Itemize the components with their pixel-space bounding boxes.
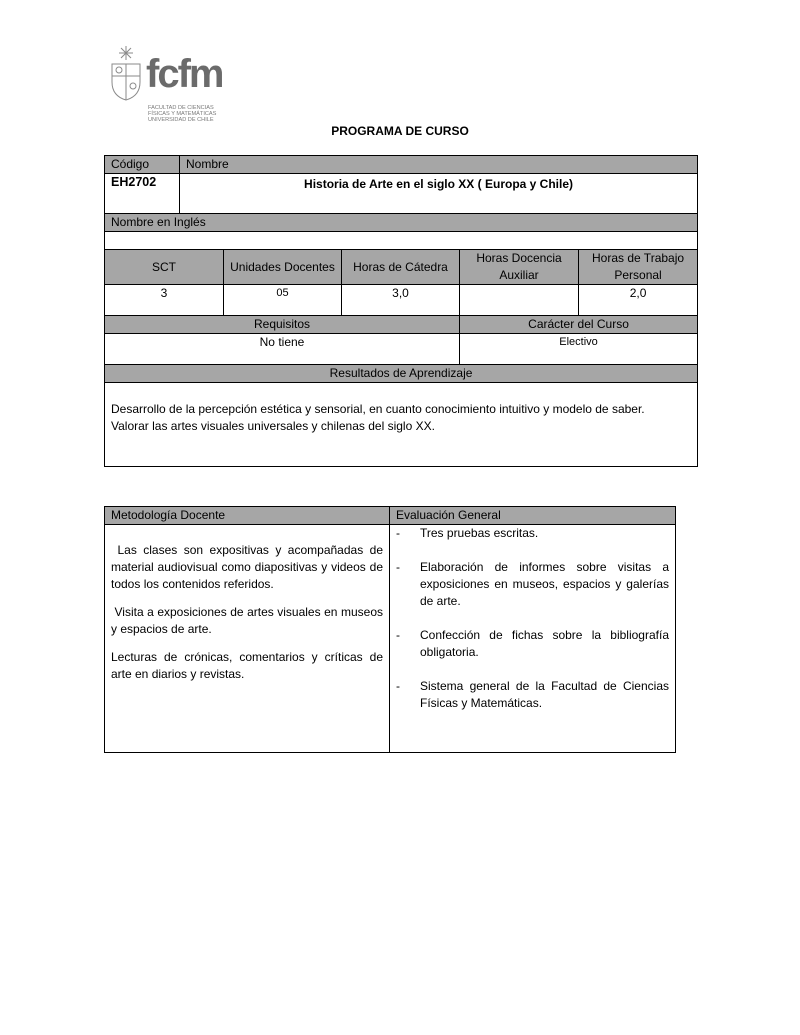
outcomes-text — [105, 383, 698, 467]
english-name-value — [105, 232, 698, 250]
character-label: Carácter del Curso — [460, 316, 698, 334]
requisites-value: No tiene — [105, 334, 460, 365]
course-info-table — [104, 155, 698, 467]
name-label: Nombre — [180, 156, 698, 174]
code-label: Código — [105, 156, 180, 174]
logo-line-2: FÍSICAS Y MATEMÁTICAS — [148, 111, 217, 117]
teaching-units-header: Unidades Docentes — [224, 250, 342, 285]
personal-work-hours-header: Horas de Trabajo Personal — [579, 250, 698, 285]
lecture-hours-value: 3,0 — [342, 285, 460, 316]
evaluation-item — [396, 559, 669, 610]
evaluation-label: Evaluación General — [390, 507, 676, 525]
university-logo — [108, 42, 233, 126]
bullet-dash: - — [396, 628, 400, 642]
evaluation-item — [396, 525, 669, 542]
course-code: EH2702 — [105, 174, 180, 214]
evaluation-item — [396, 627, 669, 661]
outcome-item: Desarrollo de la percepción estética y sensorial, en cuanto conocimiento intuitivo y modelo de saber. — [111, 402, 645, 416]
outcome-item: Valorar las artes visuales universales y chilenas del siglo XX. — [111, 419, 435, 433]
bullet-dash: - — [396, 526, 400, 540]
methodology-paragraph: Visita a exposiciones de artes visuales en museos y espacios de arte. — [111, 605, 387, 636]
evaluation-content — [390, 525, 676, 753]
crest-icon — [108, 46, 144, 102]
logo-line-3: UNIVERSIDAD DE CHILE — [148, 117, 214, 123]
evaluation-item — [396, 678, 669, 712]
character-value: Electivo — [460, 334, 698, 365]
english-name-label: Nombre en Inglés — [105, 214, 698, 232]
bullet-dash: - — [396, 679, 400, 693]
sct-value: 3 — [105, 285, 224, 316]
auxiliary-hours-value — [460, 285, 579, 316]
teaching-units-value: 05 — [224, 285, 342, 316]
evaluation-item-text: Confección de fichas sobre la bibliografía obligatoria. — [420, 628, 669, 659]
course-name: Historia de Arte en el siglo XX ( Europa y Chile) — [180, 174, 698, 214]
evaluation-item-text: Tres pruebas escritas. — [420, 526, 539, 540]
sct-header: SCT — [105, 250, 224, 285]
outcomes-label: Resultados de Aprendizaje — [105, 365, 698, 383]
logo-line-1: FACULTAD DE CIENCIAS — [148, 105, 214, 111]
auxiliary-hours-header: Horas Docencia Auxiliar — [460, 250, 579, 285]
lecture-hours-header: Horas de Cátedra — [342, 250, 460, 285]
methodology-label: Metodología Docente — [105, 507, 390, 525]
methodology-paragraph: Las clases son expositivas y acompañadas de material audiovisual como diapositivas y videos de todos los contenidos referidos. — [111, 543, 387, 591]
bullet-dash: - — [396, 560, 400, 574]
evaluation-item-text: Sistema general de la Facultad de Ciencias Físicas y Matemáticas. — [420, 679, 669, 710]
methodology-evaluation-table — [104, 506, 676, 753]
document-title: PROGRAMA DE CURSO — [331, 124, 469, 138]
personal-work-hours-value: 2,0 — [579, 285, 698, 316]
methodology-content — [105, 525, 390, 753]
evaluation-item-text: Elaboración de informes sobre visitas a exposiciones en museos, espacios y galerías de arte. — [420, 560, 669, 608]
logo-wordmark: fcfm — [146, 52, 223, 96]
methodology-paragraph: Lecturas de crónicas, comentarios y críticas de arte en diarios y revistas. — [111, 650, 383, 681]
requisites-label: Requisitos — [105, 316, 460, 334]
